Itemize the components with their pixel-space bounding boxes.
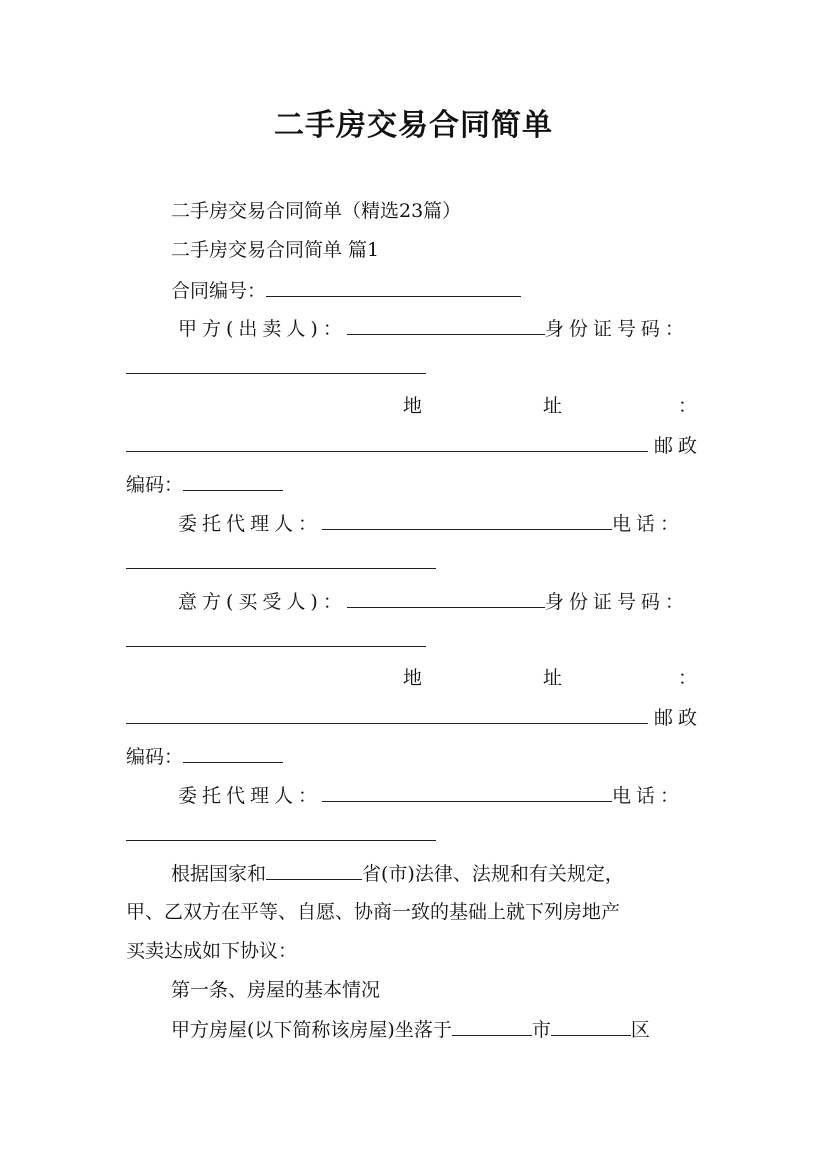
party-a-address-colon: ： [678, 395, 698, 417]
basis-1-pre: 根据国家和 [171, 863, 267, 885]
location-pre: 甲方房屋(以下简称该房屋)坐落于 [171, 1019, 452, 1041]
page-title: 二手房交易合同简单 [274, 108, 553, 143]
party-a-phone-blank [126, 550, 436, 569]
district-blank [551, 1017, 631, 1036]
party-b-phone-line [126, 822, 436, 847]
article-1-heading: 第一条、房屋的基本情况 [171, 979, 381, 1001]
party-b-phone-blank [126, 822, 436, 841]
contract-number-line [171, 278, 521, 303]
contract-number-label: 合同编号： [171, 280, 267, 302]
party-a-address-label-2: 址 [543, 395, 563, 417]
party-b-agent-label: 委托代理人： [178, 785, 323, 807]
party-a-phone-line [126, 550, 436, 575]
party-a-postcode-line [126, 472, 283, 497]
basis-line-2: 甲、乙双方在平等、自愿、协商一致的基础上就下列房地产 [126, 901, 621, 923]
party-a-postcode-label-2: 编码： [126, 474, 184, 496]
basis-line-3: 买卖达成如下协议： [126, 940, 298, 962]
city-label: 市 [531, 1019, 551, 1041]
party-b-label: 意方(买受人)： [178, 591, 347, 613]
party-b-postcode-label: 邮政 [654, 707, 703, 729]
party-a-address-label-1: 地 [403, 395, 423, 417]
party-a-agent-blank [322, 511, 612, 530]
party-b-postcode-label-2: 编码： [126, 746, 184, 768]
party-a-line [178, 316, 689, 341]
party-b-id-line [126, 628, 426, 653]
subtitle-line: 二手房交易合同简单（精选23篇） [171, 200, 462, 222]
party-a-phone-label: 电话： [612, 513, 685, 535]
party-b-agent-line [178, 783, 684, 808]
party-b-address-label-1: 地 [403, 667, 423, 689]
party-b-agent-blank [322, 783, 612, 802]
party-a-address-line [126, 433, 702, 458]
party-b-phone-label: 电话： [612, 785, 685, 807]
party-a-postcode-label: 邮政 [654, 435, 703, 457]
party-b-address-label-2: 址 [543, 667, 563, 689]
party-b-address-line [126, 705, 702, 730]
party-b-postcode-line [126, 744, 283, 769]
party-a-name-blank [347, 316, 545, 335]
party-a-agent-line [178, 511, 684, 536]
party-b-postcode-blank [183, 744, 283, 763]
contract-number-blank [266, 278, 521, 297]
party-b-address-blank [126, 705, 648, 724]
party-a-postcode-blank [183, 472, 283, 491]
district-label: 区 [630, 1019, 650, 1041]
party-b-id-label: 身份证号码： [544, 591, 689, 613]
party-b-line [178, 589, 689, 614]
party-a-label: 甲方(出卖人)： [178, 318, 347, 340]
party-b-address-colon: ： [678, 667, 698, 689]
party-a-id-blank [126, 355, 426, 374]
basis-1-post: 省(市)法律、法规和有关规定， [362, 863, 624, 885]
party-a-id-line [126, 355, 426, 380]
party-b-id-blank [126, 628, 426, 647]
party-b-name-blank [347, 589, 545, 608]
province-blank [266, 861, 362, 880]
chapter-line: 二手房交易合同简单 篇1 [171, 239, 380, 261]
party-a-id-label: 身份证号码： [544, 318, 689, 340]
basis-line-1 [171, 861, 624, 886]
city-blank [452, 1017, 532, 1036]
party-a-agent-label: 委托代理人： [178, 513, 323, 535]
party-a-address-blank [126, 433, 648, 452]
location-line [171, 1017, 650, 1042]
